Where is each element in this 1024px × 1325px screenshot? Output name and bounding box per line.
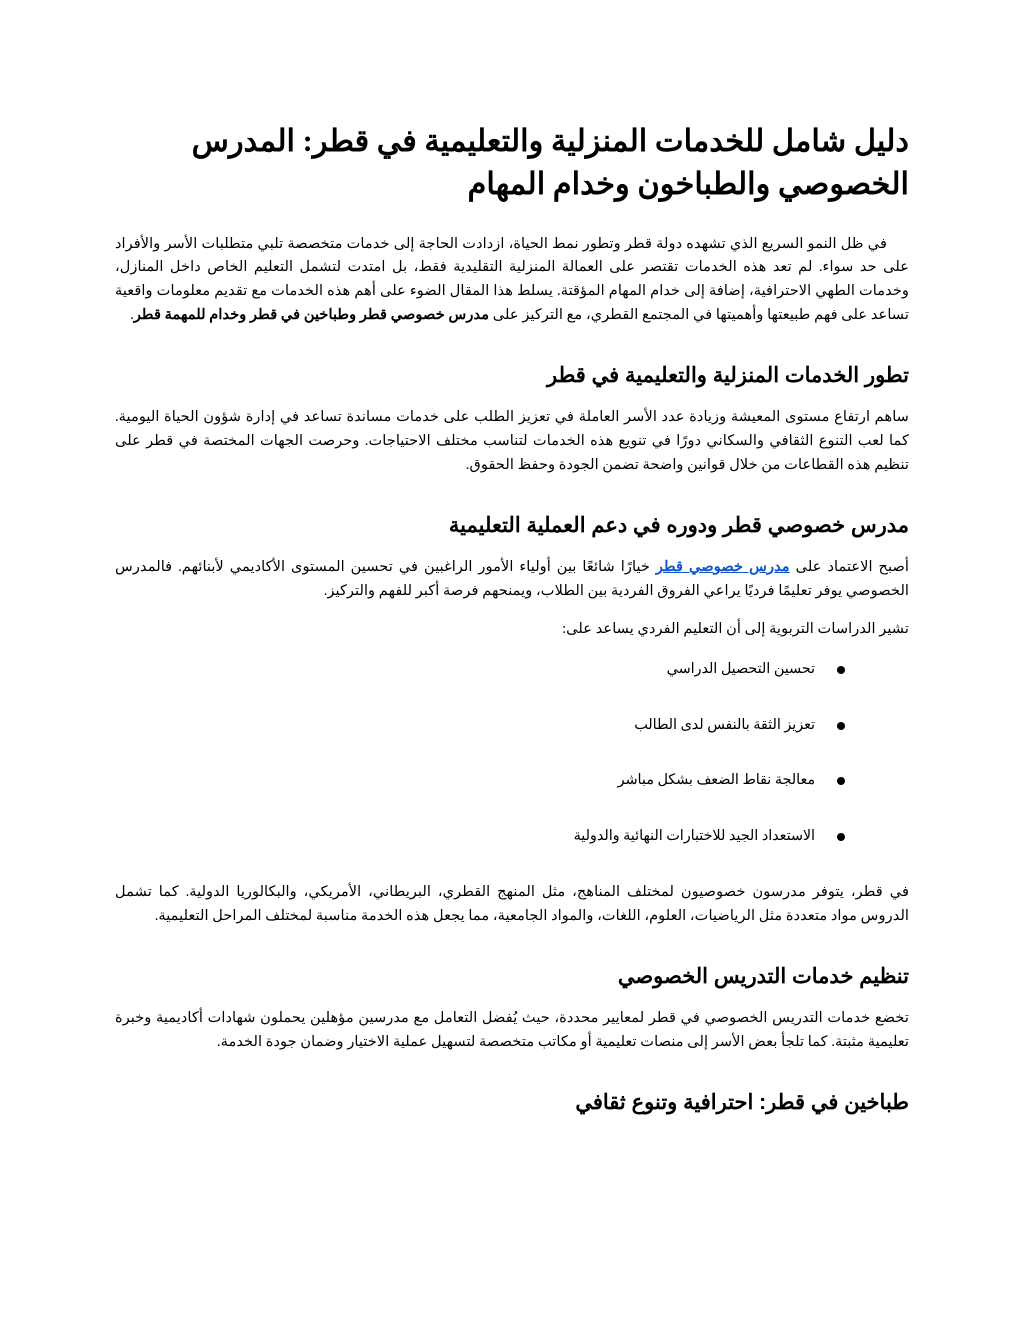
section-2-text-before-link: أصبح الاعتماد على (789, 558, 910, 575)
benefits-list (115, 659, 909, 847)
section-body-2-continued: في قطر، يتوفر مدرسون خصوصيون لمختلف المناهج، مثل المنهج القطري، البريطاني، الأمريكي، والبكالوريا الدولية. كما تشمل الدروس مواد متعددة مثل الرياضيات، العلوم، اللغات، والمواد الجامعية، مما يجعل هذه الخدمة مناسبة لمختلف المراحل التعليمية. (115, 884, 909, 924)
section-heading-2: مدرس خصوصي قطر ودوره في دعم العملية التعليمية (448, 513, 909, 537)
section-body-1: ساهم ارتفاع مستوى المعيشة وزيادة عدد الأسر العاملة في تعزيز الطلب على خدمات مساندة تساعد في إدارة شؤون الحياة اليومية. كما لعب التنوع الثقافي والسكاني دورًا في تنويع هذه الخدمات لتناسب مختلف الاحتياجات. وحرصت الجهات المختصة في قطر على تنظيم هذه القطاعات من خلال قوانين واضحة تضمن الجودة وحفظ الحقوق. (115, 409, 909, 473)
intro-paragraph (115, 233, 909, 328)
page-title: دليل شامل للخدمات المنزلية والتعليمية في قطر: المدرس الخصوصي والطباخون وخدام المهام (191, 124, 909, 202)
intro-bold-keywords: مدرس خصوصي قطر وطباخين في قطر وخدام للمهمة قطر (133, 307, 490, 324)
private-tutor-link[interactable]: مدرس خصوصي قطر (655, 558, 790, 575)
list-item: تعزيز الثقة بالنفس لدى الطالب (115, 715, 849, 736)
list-item: تحسين التحصيل الدراسي (115, 659, 849, 680)
section-heading-1: تطور الخدمات المنزلية والتعليمية في قطر (546, 363, 909, 387)
section-2-text-after-link: خيارًا شائعًا بين أولياء الأمور الراغبين في تحسين المستوى الأكاديمي لأبنائهم. فالمدرس الخصوصي يوفر تعليمًا فرديًا يراعي الفروق الفردية بين الطلاب، ويمنحهم فرصة أكبر للفهم والتركيز. (115, 558, 909, 599)
intro-block (115, 233, 909, 328)
intro-text-part2: . (130, 307, 134, 324)
section-heading-4: طباخين في قطر: احترافية وتنوع ثقافي (575, 1090, 909, 1114)
section-body-2 (115, 556, 909, 604)
list-intro-text: تشير الدراسات التربوية إلى أن التعليم الفردي يساعد على: (562, 620, 909, 637)
list-item: الاستعداد الجيد للاختبارات النهائية والدولية (115, 826, 849, 847)
section-body-3: تخضع خدمات التدريس الخصوصي في قطر لمعايير محددة، حيث يُفضل التعامل مع مدرسين مؤهلين يحملون شهادات أكاديمية وخبرة تعليمية مثبتة. كما تلجأ بعض الأسر إلى منصات تعليمية أو مكاتب متخصصة لتسهيل عملية الاختيار وضمان جودة الخدمة. (115, 1010, 909, 1050)
intro-text-part1: في ظل النمو السريع الذي تشهده دولة قطر وتطور نمط الحياة، ازدادت الحاجة إلى خدمات متخصصة تلبي متطلبات الأسر والأفراد على حد سواء. لم تعد هذه الخدمات تقتصر على العمالة المنزلية التقليدية فقط، بل امتدت لتشمل التعليم الخاص داخل المنازل، وخدمات الطهي الاحترافية، إضافة إلى خدام المهام المؤقتة. يسلط هذا المقال الضوء على أهم هذه الخدمات مع تقديم معلومات واقعية تساعد على فهم طبيعتها وأهميتها في المجتمع القطري، مع التركيز على (115, 235, 909, 324)
list-item: معالجة نقاط الضعف بشكل مباشر (115, 770, 849, 791)
section-heading-3: تنظيم خدمات التدريس الخصوصي (617, 964, 909, 988)
